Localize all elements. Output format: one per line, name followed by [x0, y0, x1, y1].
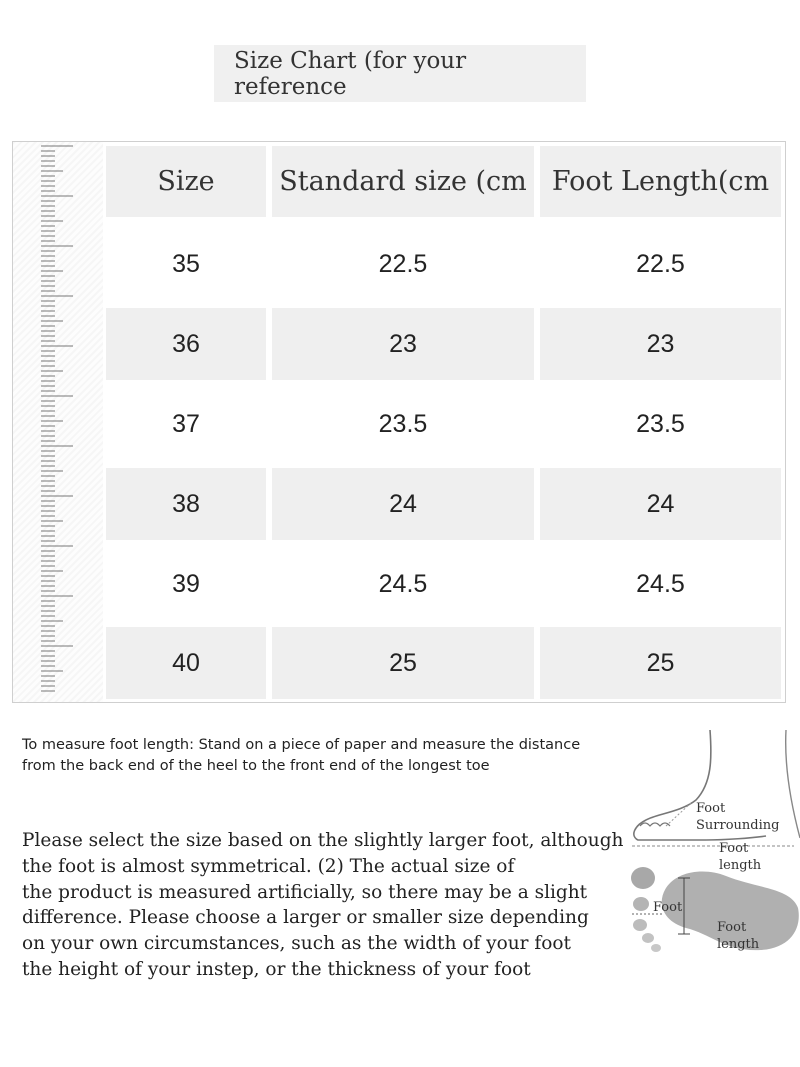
foot-surrounding-label: [696, 800, 779, 834]
header-size: Size: [106, 146, 266, 217]
note-line: Please select the size based on the slightly larger foot, although: [22, 830, 624, 851]
foot-side-length-line2: length: [719, 858, 762, 873]
foot-surrounding-line2: Surrounding: [696, 818, 780, 833]
table-cell-standard: 22.5: [378, 249, 428, 278]
table-cell-standard: 23: [272, 308, 534, 380]
measure-instruction-line: To measure foot length: Stand on a piece of paper and measure the distance: [22, 737, 581, 753]
table-cell-standard: 23.5: [378, 409, 428, 438]
table-cell-foot-length: 24.5: [636, 569, 685, 598]
table-cell-size: 38: [106, 468, 266, 540]
ruler-icon: [13, 142, 103, 702]
table-cell-foot-length: 25: [540, 627, 781, 699]
note-line: the product is measured artificially, so there may be a slight: [22, 881, 588, 903]
foot-side-length-label: [719, 840, 761, 874]
note-line: the foot is almost symmetrical. (2) The actual size of: [22, 855, 515, 877]
header-standard-size: Standard size (cm: [272, 146, 534, 217]
table-cell-size: 40: [106, 627, 266, 699]
foot-sole-length-line1: Foot: [717, 920, 747, 935]
note-line: the height of your instep, or the thickness of your foot: [22, 958, 531, 980]
table-cell-foot-length: 24: [540, 468, 781, 540]
foot-sole-length-label: [717, 919, 759, 953]
size-chart-table: [12, 141, 786, 703]
measure-instruction-line: from the back end of the heel to the front end of the longest toe: [22, 758, 490, 774]
table-cell-foot-length: 23.5: [636, 409, 685, 438]
note-line: on your own circumstances, such as the width of your foot: [22, 933, 571, 955]
foot-width-label: Foot: [653, 900, 683, 915]
table-cell-foot-length: 23: [540, 308, 781, 380]
note-line: difference. Please choose a larger or smaller size depending: [22, 907, 589, 929]
size-chart-title: [214, 45, 586, 102]
measure-instruction: [22, 735, 632, 777]
table-cell-size: 37: [172, 409, 200, 438]
size-selection-note: [22, 828, 642, 983]
foot-side-length-line1: Foot: [719, 841, 749, 856]
ruler-decoration: [13, 142, 103, 702]
table-cell-standard: 25: [272, 627, 534, 699]
size-chart-title-text: Size Chart (for your reference: [234, 47, 467, 100]
header-foot-length: Foot Length(cm: [540, 146, 781, 217]
foot-measurement-diagram: [626, 728, 800, 960]
table-cell-foot-length: 22.5: [636, 249, 685, 278]
table-cell-size: 35: [172, 249, 200, 278]
foot-surrounding-line1: Foot: [696, 801, 726, 816]
table-cell-size: 36: [106, 308, 266, 380]
table-cell-standard: 24.5: [378, 569, 428, 598]
table-cell-size: 39: [172, 569, 200, 598]
foot-outline-icon: [626, 728, 800, 960]
table-cell-standard: 24: [272, 468, 534, 540]
foot-sole-length-line2: length: [717, 937, 760, 952]
